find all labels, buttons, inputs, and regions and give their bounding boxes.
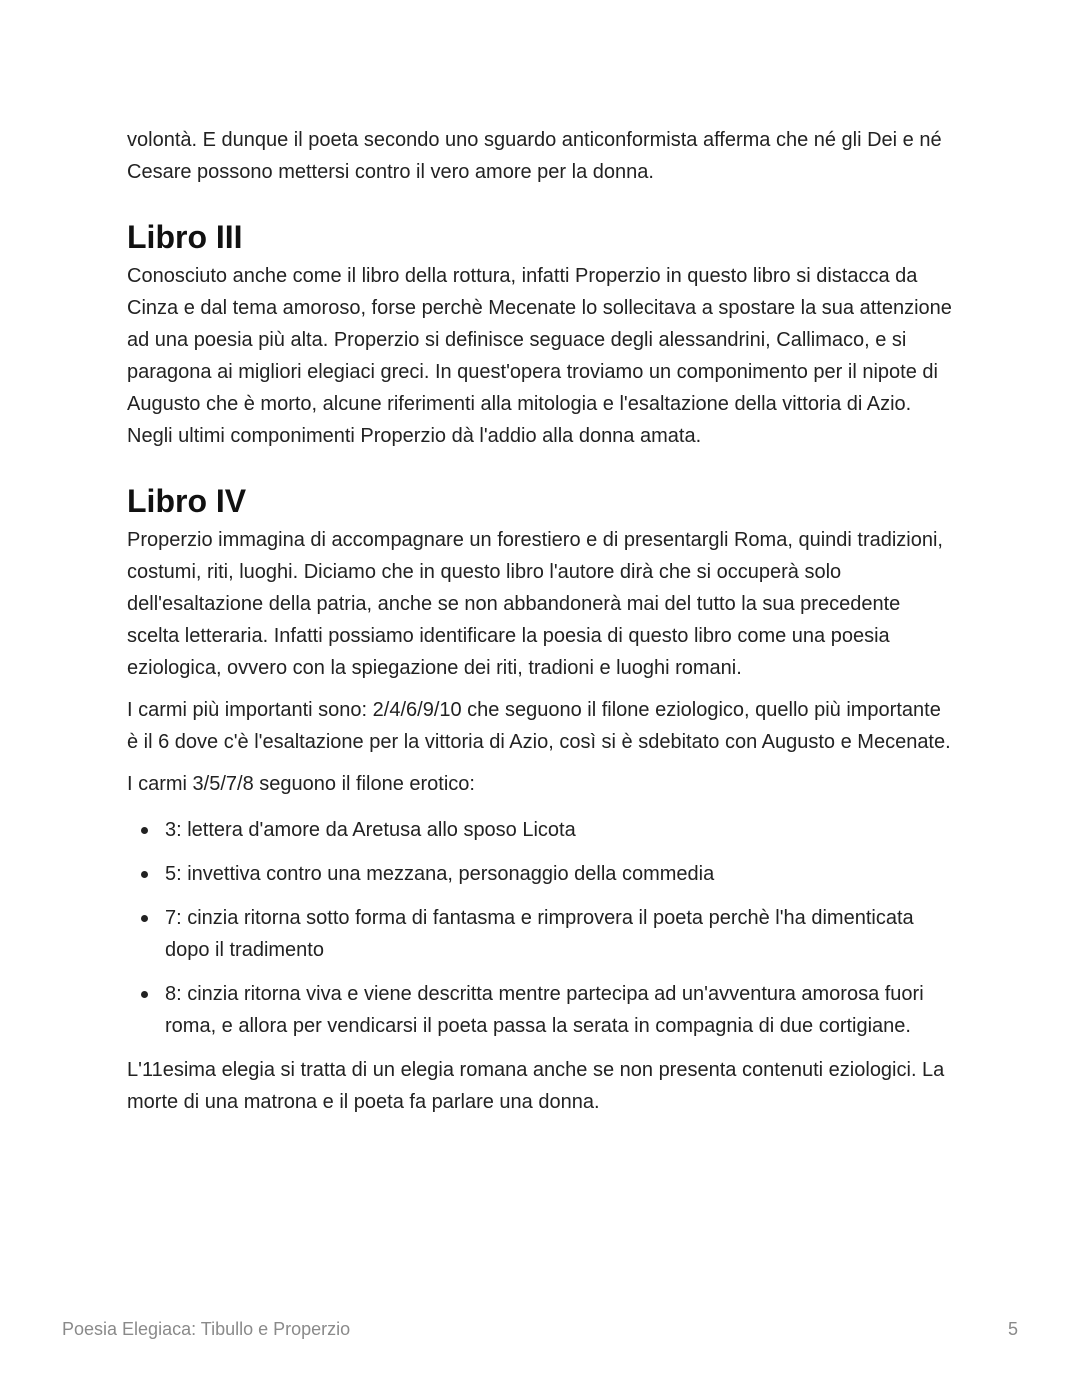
intro-paragraph: volontà. E dunque il poeta secondo uno sguardo anticonformista afferma che né gli Dei e né Cesare possono mettersi contro il vero amore per la donna. bbox=[127, 129, 942, 183]
list-item bbox=[127, 858, 957, 890]
list-item bbox=[127, 814, 957, 846]
heading-libro-4: Libro IV bbox=[127, 483, 247, 519]
heading-libro-3: Libro III bbox=[127, 219, 243, 255]
list-item-text: 8: cinzia ritorna viva e viene descritta mentre partecipa ad un'avventura amorosa fuori roma, e allora per vendicarsi il poeta passa la serata in compagnia di due cortigiane. bbox=[165, 983, 924, 1037]
footer-title: Poesia Elegiaca: Tibullo e Properzio bbox=[62, 1319, 351, 1339]
list-item-text: 7: cinzia ritorna sotto forma di fantasma e rimprovera il poeta perchè l'ha dimenticata dopo il tradimento bbox=[165, 907, 914, 961]
libro-4-paragraph-4: L'11esima elegia si tratta di un elegia romana anche se non presenta contenuti eziologici. La morte di una matrona e il poeta fa parlare una donna. bbox=[127, 1059, 945, 1113]
page-body bbox=[127, 124, 957, 1118]
list-item-text: 3: lettera d'amore da Aretusa allo sposo Licota bbox=[165, 819, 576, 841]
page-number: 5 bbox=[1007, 1319, 1018, 1339]
libro-4-paragraph-3: I carmi 3/5/7/8 seguono il filone erotico: bbox=[127, 773, 475, 795]
carmi-erotici-list bbox=[127, 814, 957, 1042]
bullet-icon bbox=[141, 915, 148, 922]
bullet-icon bbox=[141, 827, 148, 834]
libro-4-paragraph-1: Properzio immagina di accompagnare un forestiero e di presentargli Roma, quindi tradizioni, costumi, riti, luoghi. Diciamo che in questo libro l'autore dirà che si occuperà solo dell'esaltazione della patria, anche se non abbandonerà mai del tutto la sua precedente scelta letteraria. Infatti possiamo identificare la poesia di questo libro come una poesia eziologica, ovvero con la spiegazione dei riti, tradioni e luoghi romani. bbox=[127, 529, 943, 679]
list-item bbox=[127, 902, 957, 966]
list-item bbox=[127, 978, 957, 1042]
bullet-icon bbox=[141, 871, 148, 878]
list-item-text: 5: invettiva contro una mezzana, personaggio della commedia bbox=[165, 863, 715, 885]
libro-3-paragraph: Conosciuto anche come il libro della rottura, infatti Properzio in questo libro si distacca da Cinza e dal tema amoroso, forse perchè Mecenate lo sollecitava a spostare la sua attenzione ad una poesia più alta. Properzio si definisce seguace degli alessandrini, Callimaco, e si paragona ai migliori elegiaci greci. In quest'opera troviamo un componimento per il nipote di Augusto che è morto, alcune riferimenti alla mitologia e l'esaltazione della vittoria di Azio. Negli ultimi componimenti Properzio dà l'addio alla donna amata. bbox=[127, 265, 952, 447]
bullet-icon bbox=[141, 991, 148, 998]
libro-4-paragraph-2: I carmi più importanti sono: 2/4/6/9/10 che seguono il filone eziologico, quello più importante è il 6 dove c'è l'esaltazione per la vittoria di Azio, così si è sdebitato con Augusto e Mecenate. bbox=[127, 699, 951, 753]
